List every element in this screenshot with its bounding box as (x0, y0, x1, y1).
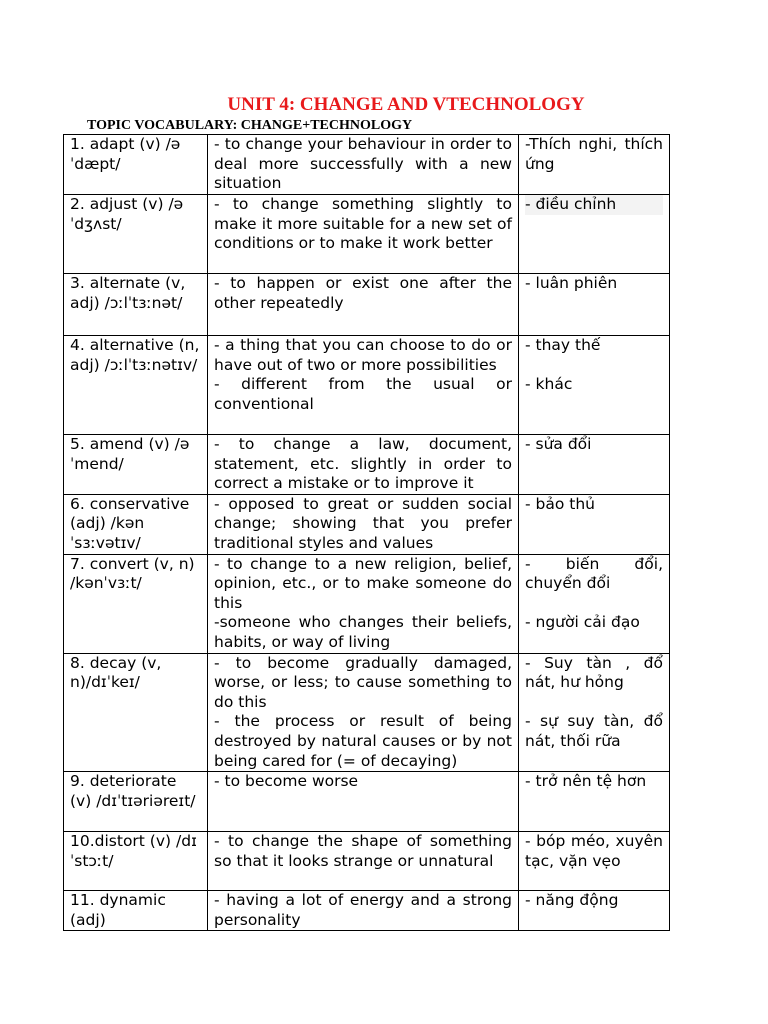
definition-text: - to happen or exist one after the other repeatedly (214, 274, 512, 312)
definition-cell (208, 772, 519, 832)
table-row (64, 772, 670, 832)
word-cell: 2. adjust (v) /ə ˈdʒʌst/ (64, 195, 208, 274)
definition-cell (208, 891, 519, 931)
definition-cell (208, 494, 519, 554)
table-row (64, 135, 670, 195)
table-row (64, 274, 670, 336)
word-cell: 1. adapt (v) /ə ˈdæpt/ (64, 135, 208, 195)
definition-cell (208, 336, 519, 435)
definition-text: - to change the shape of something so that it looks strange or unnatural (214, 832, 512, 870)
table-row (64, 832, 670, 891)
translation-text: - trở nên tệ hơn (525, 772, 647, 791)
definition-text: - to change to a new religion, belief, opinion, etc., or to make someone do this (214, 554, 512, 612)
definition-cell (208, 435, 519, 495)
translation-text: - luân phiên (525, 274, 618, 292)
translation-cell (519, 435, 670, 495)
table-row (64, 494, 670, 554)
translation-text: - bóp méo, xuyên tạc, vặn vẹo (525, 832, 663, 870)
page-title: UNIT 4: CHANGE AND VTECHNOLOGY (227, 94, 585, 115)
translation-text: - bảo thủ (525, 494, 595, 513)
definition-text: - having a lot of energy and a strong personality (214, 891, 512, 929)
definition-cell (208, 554, 519, 653)
definition-cell (208, 832, 519, 891)
translation-cell (519, 494, 670, 554)
word-cell: 4. alternative (n, adj) /ɔːlˈtɜːnətɪv/ (64, 336, 208, 435)
translation-cell (519, 554, 670, 653)
word-cell: 5. amend (v) /ə ˈmend/ (64, 435, 208, 495)
translation-text: - thay thế (525, 336, 601, 354)
translation-cell (519, 772, 670, 832)
definition-text: - to change something slightly to make it more suitable for a new set of conditions or to make it work better (214, 195, 512, 253)
translation-text: - khác (525, 375, 573, 394)
translation-text: - người cải đạo (525, 613, 640, 632)
definition-text: - to change your behaviour in order to deal more successfully with a new situation (214, 135, 512, 193)
definition-cell (208, 195, 519, 274)
translation-text: - năng động (525, 891, 619, 910)
translation-text: - biến đổi, chuyển đổi (525, 554, 663, 593)
word-cell: 9. deteriorate (v) /dɪˈtɪəriəreɪt/ (64, 772, 208, 832)
definition-cell (208, 135, 519, 195)
table-row (64, 336, 670, 435)
translation-cell (519, 274, 670, 336)
translation-text: -Thích nghi, thích ứng (525, 135, 663, 173)
definition-text: - different from the usual or conventional (214, 375, 512, 413)
definition-text: - opposed to great or sudden social change; showing that you prefer traditional styles and values (214, 494, 512, 552)
definition-text: - a thing that you can choose to do or have out of two or more possibilities (214, 336, 512, 374)
translation-text: - sự suy tàn, đổ nát, thối rữa (525, 712, 663, 750)
translation-cell (519, 195, 670, 274)
definition-cell (208, 653, 519, 772)
definition-text: - to become gradually damaged, worse, or less; to cause something to do this (214, 653, 512, 711)
translation-cell (519, 891, 670, 931)
word-cell: 3. alternate (v, adj) /ɔːlˈtɜːnət/ (64, 274, 208, 336)
vocabulary-table (63, 134, 670, 931)
word-cell: 8. decay (v, n)/dɪˈkeɪ/ (64, 653, 208, 772)
definition-text: - the process or result of being destroyed by natural causes or by not being cared for (= of decaying) (214, 712, 512, 770)
definition-text: - to change a law, document, statement, etc. slightly in order to correct a mistake or to improve it (214, 435, 512, 493)
word-cell: 11. dynamic (adj) (64, 891, 208, 931)
section-subtitle: TOPIC VOCABULARY: CHANGE+TECHNOLOGY (87, 118, 413, 133)
word-cell: 6. conservative (adj) /kənˈsɜːvətɪv/ (64, 494, 208, 554)
definition-text: - to become worse (214, 772, 359, 791)
word-cell: 7. convert (v, n) /kənˈvɜːt/ (64, 554, 208, 653)
translation-text: - sửa đổi (525, 435, 592, 453)
table-row (64, 891, 670, 931)
word-cell: 10.distort (v) /dɪˈstɔːt/ (64, 832, 208, 891)
translation-text: - điều chỉnh (525, 195, 663, 215)
translation-cell (519, 336, 670, 435)
definition-cell (208, 274, 519, 336)
table-row (64, 435, 670, 495)
translation-cell (519, 135, 670, 195)
translation-text: - Suy tàn , đổ nát, hư hỏng (525, 653, 663, 692)
table-row (64, 195, 670, 274)
definition-text: -someone who changes their beliefs, habits, or way of living (214, 613, 512, 651)
translation-cell (519, 832, 670, 891)
table-row (64, 653, 670, 772)
translation-cell (519, 653, 670, 772)
table-row (64, 554, 670, 653)
